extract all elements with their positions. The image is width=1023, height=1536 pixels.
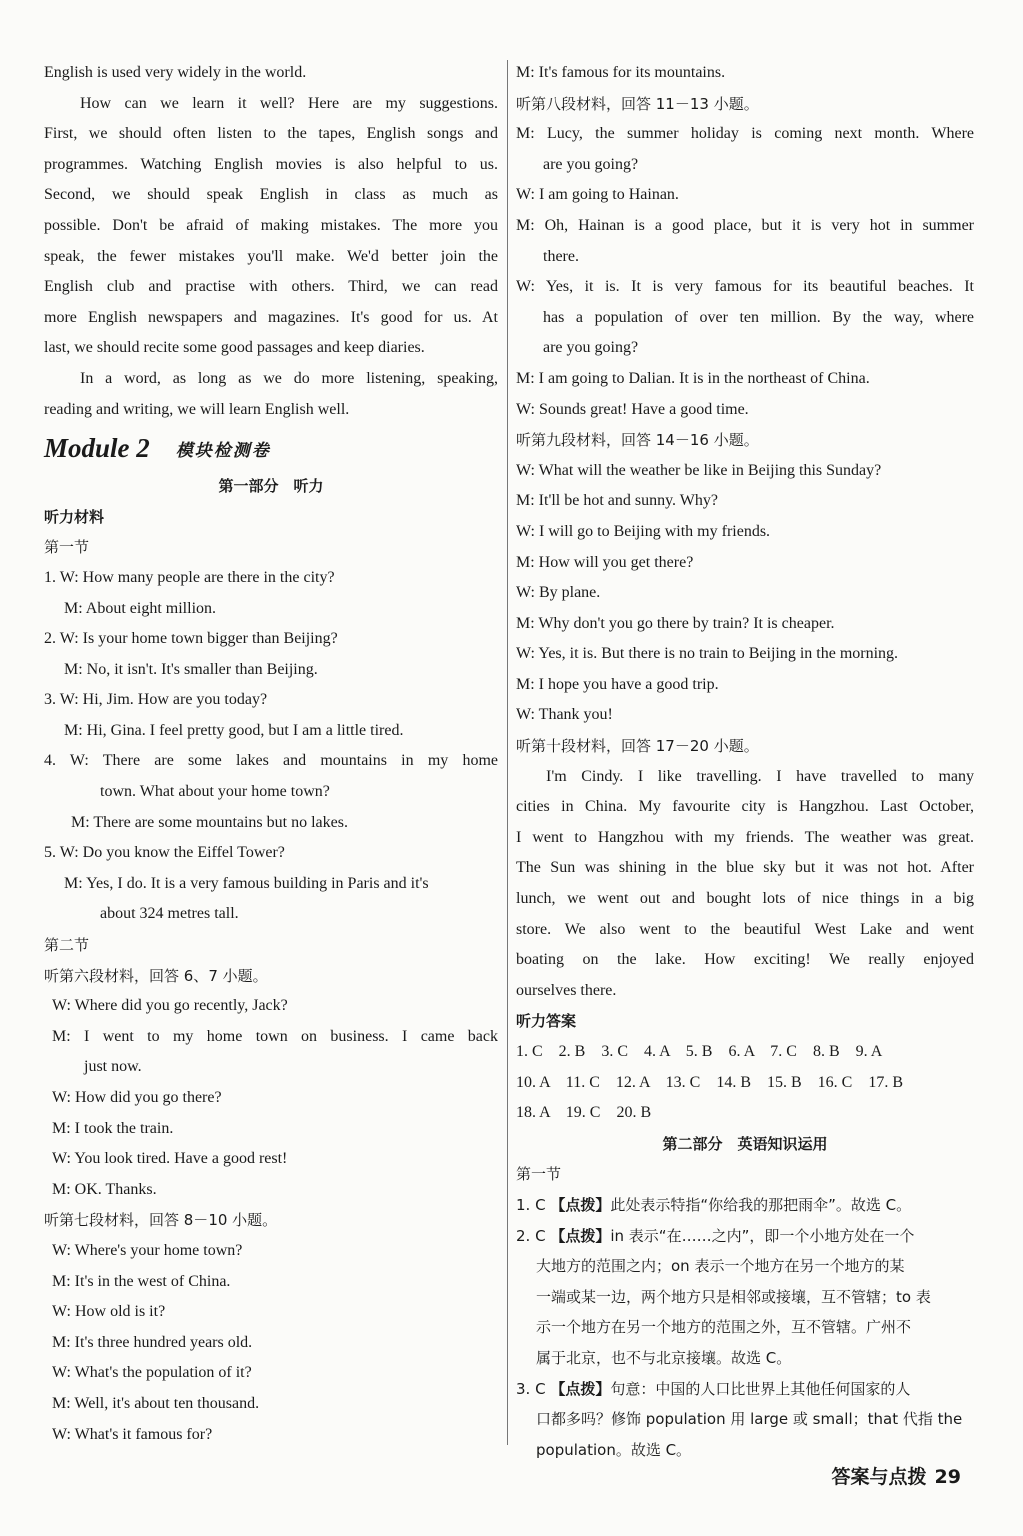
dialog-line: W: Yes, it is. But there is no train to Beijing in the morning.	[516, 645, 899, 663]
dialog-line: M: I went to my home town on business. I came back	[52, 1027, 498, 1045]
dialog-line: W: I am going to Hainan.	[516, 186, 679, 204]
explanation-number: 1. C	[516, 1195, 546, 1214]
dialog-line: M: Why don't you go there by train? It is cheaper.	[516, 614, 835, 632]
essay-line: reading and writing, we will learn English well.	[44, 400, 350, 418]
dialog-line: 2. W: Is your home town bigger than Beijing?	[44, 630, 338, 648]
essay-line: First, we should often listen to the tapes, English songs and	[44, 125, 498, 143]
essay-line: last, we should recite some good passages and keep diaries.	[44, 339, 425, 357]
dialog-line: M: How will you get there?	[516, 553, 694, 571]
dialog-line: M: About eight million.	[64, 599, 217, 617]
page-number: 29	[934, 1466, 961, 1488]
dialog-line: M: Well, it's about ten thousand.	[52, 1394, 260, 1412]
column-divider	[507, 60, 508, 1445]
dialog-line: M: It'll be hot and sunny. Why?	[516, 492, 718, 510]
dialog-line: W: How old is it?	[52, 1303, 166, 1321]
passage-line: I'm Cindy. I like travelling. I have travelled to many	[546, 767, 974, 785]
essay-line: programmes. Watching English movies is also helpful to us.	[44, 155, 498, 173]
part2-heading: 第二部分 英语知识运用	[662, 1134, 828, 1153]
hint-tag: 【点拨】	[550, 1195, 611, 1214]
dialog-line: W: Sounds great! Have a good time.	[516, 400, 749, 418]
dialog-line: are you going?	[543, 339, 639, 357]
explanation-item	[516, 1221, 974, 1252]
part1-heading: 第一部分 听力	[218, 477, 324, 496]
material-heading: 听第八段材料，回答 11－13 小题。	[516, 94, 759, 113]
passage-line: boating on the lake. How exciting! We really enjoyed	[516, 951, 974, 969]
dialog-line: W: How did you go there?	[52, 1089, 222, 1106]
explanation-text: population。故选 C。	[536, 1440, 692, 1459]
explanation-text: 属于北京，也不与北京接壤。故选 C。	[536, 1348, 792, 1367]
passage-line: store. We also went to the beautiful West Lake and went	[516, 920, 974, 938]
section-heading: 第一节	[516, 1165, 562, 1184]
dialog-line: W: I will go to Beijing with my friends.	[516, 522, 771, 540]
dialog-line: M: I am going to Dalian. It is in the northeast of China.	[516, 369, 870, 387]
answers-line: 18. A 19. C 20. B	[516, 1104, 652, 1122]
dialog-line: M: It's famous for its mountains.	[516, 64, 726, 81]
dialog-line: M: I hope you have a good trip.	[516, 675, 719, 693]
dialog-line: M: No, it isn't. It's smaller than Beijing.	[64, 660, 318, 678]
explanation-text: 示一个地方在另一个地方的范围之外，互不管辖。广州不	[536, 1318, 912, 1337]
answers-line: 1. C 2. B 3. C 4. A 5. B 6. A 7. C 8. B 9. A	[516, 1043, 883, 1060]
passage-line: cities in China. My favourite city is Hangzhou. Last October,	[516, 798, 974, 816]
dialog-line: M: Hi, Gina. I feel pretty good, but I am a little tired.	[64, 721, 404, 739]
explanation-number: 3. C	[516, 1379, 546, 1398]
dialog-line: 1. W: How many people are there in the city?	[44, 568, 335, 586]
section-heading: 第二节	[44, 936, 90, 955]
passage-line: The Sun was shining in the blue sky but it was not hot. After	[516, 859, 974, 877]
explanation-item	[516, 1374, 974, 1405]
hint-tag: 【点拨】	[550, 1379, 611, 1398]
dialog-line: are you going?	[543, 155, 639, 173]
dialog-line: M: It's in the west of China.	[52, 1272, 231, 1290]
essay-line: speak, the fewer mistakes you'll make. We'd better join the	[44, 247, 498, 265]
left-column	[44, 58, 498, 1450]
answers-line: 10. A 11. C 12. A 13. C 14. B 15. B 16. C 17. B	[516, 1073, 904, 1091]
section-heading: 第一节	[44, 538, 90, 557]
dialog-line: 5. W: Do you know the Eiffel Tower?	[44, 844, 285, 862]
hint-tag: 【点拨】	[550, 1226, 611, 1245]
explanation-item	[516, 1190, 974, 1221]
explanation-text: 句意：中国的人口比世界上其他任何国家的人	[610, 1379, 911, 1398]
essay-line: English is used very widely in the world.	[44, 64, 307, 81]
essay-line: Second, we should speak English in class as much as	[44, 186, 498, 204]
dialog-line: W: You look tired. Have a good rest!	[52, 1150, 288, 1168]
dialog-line: W: Where's your home town?	[52, 1241, 243, 1259]
dialog-line: about 324 metres tall.	[100, 905, 239, 923]
material-heading: 听第九段材料，回答 14－16 小题。	[516, 431, 759, 450]
dialog-line: 4. W: There are some lakes and mountains in my home	[44, 752, 498, 770]
explanation-number: 2. C	[516, 1226, 546, 1245]
passage-line: ourselves there.	[516, 981, 617, 999]
dialog-line: there.	[543, 247, 579, 265]
dialog-line: just now.	[84, 1058, 142, 1076]
passage-line: I went to Hangzhou with my friends. The weather was great.	[516, 828, 974, 846]
dialog-line: has a population of over ten million. By the way, where	[543, 308, 974, 326]
material-heading: 听第七段材料，回答 8－10 小题。	[44, 1211, 278, 1230]
dialog-line: M: I took the train.	[52, 1119, 174, 1137]
listening-materials-heading: 听力材料	[44, 507, 105, 526]
dialog-line: W: What will the weather be like in Beijing this Sunday?	[516, 461, 882, 479]
explanation-text: 一端或某一边，两个地方只是相邻或接壤，互不管辖；to 表	[536, 1287, 931, 1306]
dialog-line: M: Lucy, the summer holiday is coming next month. Where	[516, 125, 974, 143]
essay-line: possible. Don't be afraid of making mistakes. The more you	[44, 216, 498, 234]
module-header	[44, 425, 498, 471]
dialog-line: 3. W: Hi, Jim. How are you today?	[44, 691, 268, 709]
explanation-text: in 表示“在……之内”，即一个小地方处在一个	[610, 1226, 915, 1245]
dialog-line: W: Thank you!	[516, 706, 613, 724]
passage-line: lunch, we went out and bought lots of nice things in a big	[516, 890, 974, 908]
right-column	[516, 58, 974, 1465]
explanation-text: 大地方的范围之内；on 表示一个地方在另一个地方的某	[536, 1257, 905, 1276]
answers-heading: 听力答案	[516, 1012, 577, 1031]
dialog-line: W: What's it famous for?	[52, 1425, 213, 1443]
dialog-line: town. What about your home town?	[100, 783, 330, 801]
explanation-text: 口都多吗？修饰 population 用 large 或 small；that 代指 the	[536, 1410, 963, 1429]
essay-line: more English newspapers and magazines. It's good for us. At	[44, 308, 498, 326]
essay-line: How can we learn it well? Here are my suggestions.	[80, 94, 498, 112]
dialog-line: W: Yes, it is. It is very famous for its beautiful beaches. It	[516, 278, 974, 296]
material-heading: 听第六段材料，回答 6、7 小题。	[44, 966, 268, 985]
module-title: Module 2	[44, 432, 150, 463]
dialog-line: M: Yes, I do. It is a very famous building in Paris and it's	[64, 874, 429, 892]
module-subtitle: 模块检测卷	[175, 440, 271, 461]
essay-line: English club and practise with others. Third, we can read	[44, 278, 498, 296]
dialog-line: M: It's three hundred years old.	[52, 1333, 253, 1351]
dialog-line: W: By plane.	[516, 584, 601, 602]
page-footer	[832, 1462, 961, 1489]
dialog-line: W: Where did you go recently, Jack?	[52, 997, 288, 1015]
explanation-text: 此处表示特指“你给我的那把雨伞”。故选 C。	[610, 1195, 912, 1214]
dialog-line: M: OK. Thanks.	[52, 1180, 157, 1198]
material-heading: 听第十段材料，回答 17－20 小题。	[516, 737, 759, 756]
dialog-line: M: Oh, Hainan is a good place, but it is very hot in summer	[516, 216, 974, 234]
footer-label: 答案与点拨	[831, 1466, 927, 1488]
dialog-line: M: There are some mountains but no lakes.	[71, 813, 348, 831]
dialog-line: W: What's the population of it?	[52, 1364, 252, 1382]
essay-line: In a word, as long as we do more listening, speaking,	[80, 369, 498, 387]
